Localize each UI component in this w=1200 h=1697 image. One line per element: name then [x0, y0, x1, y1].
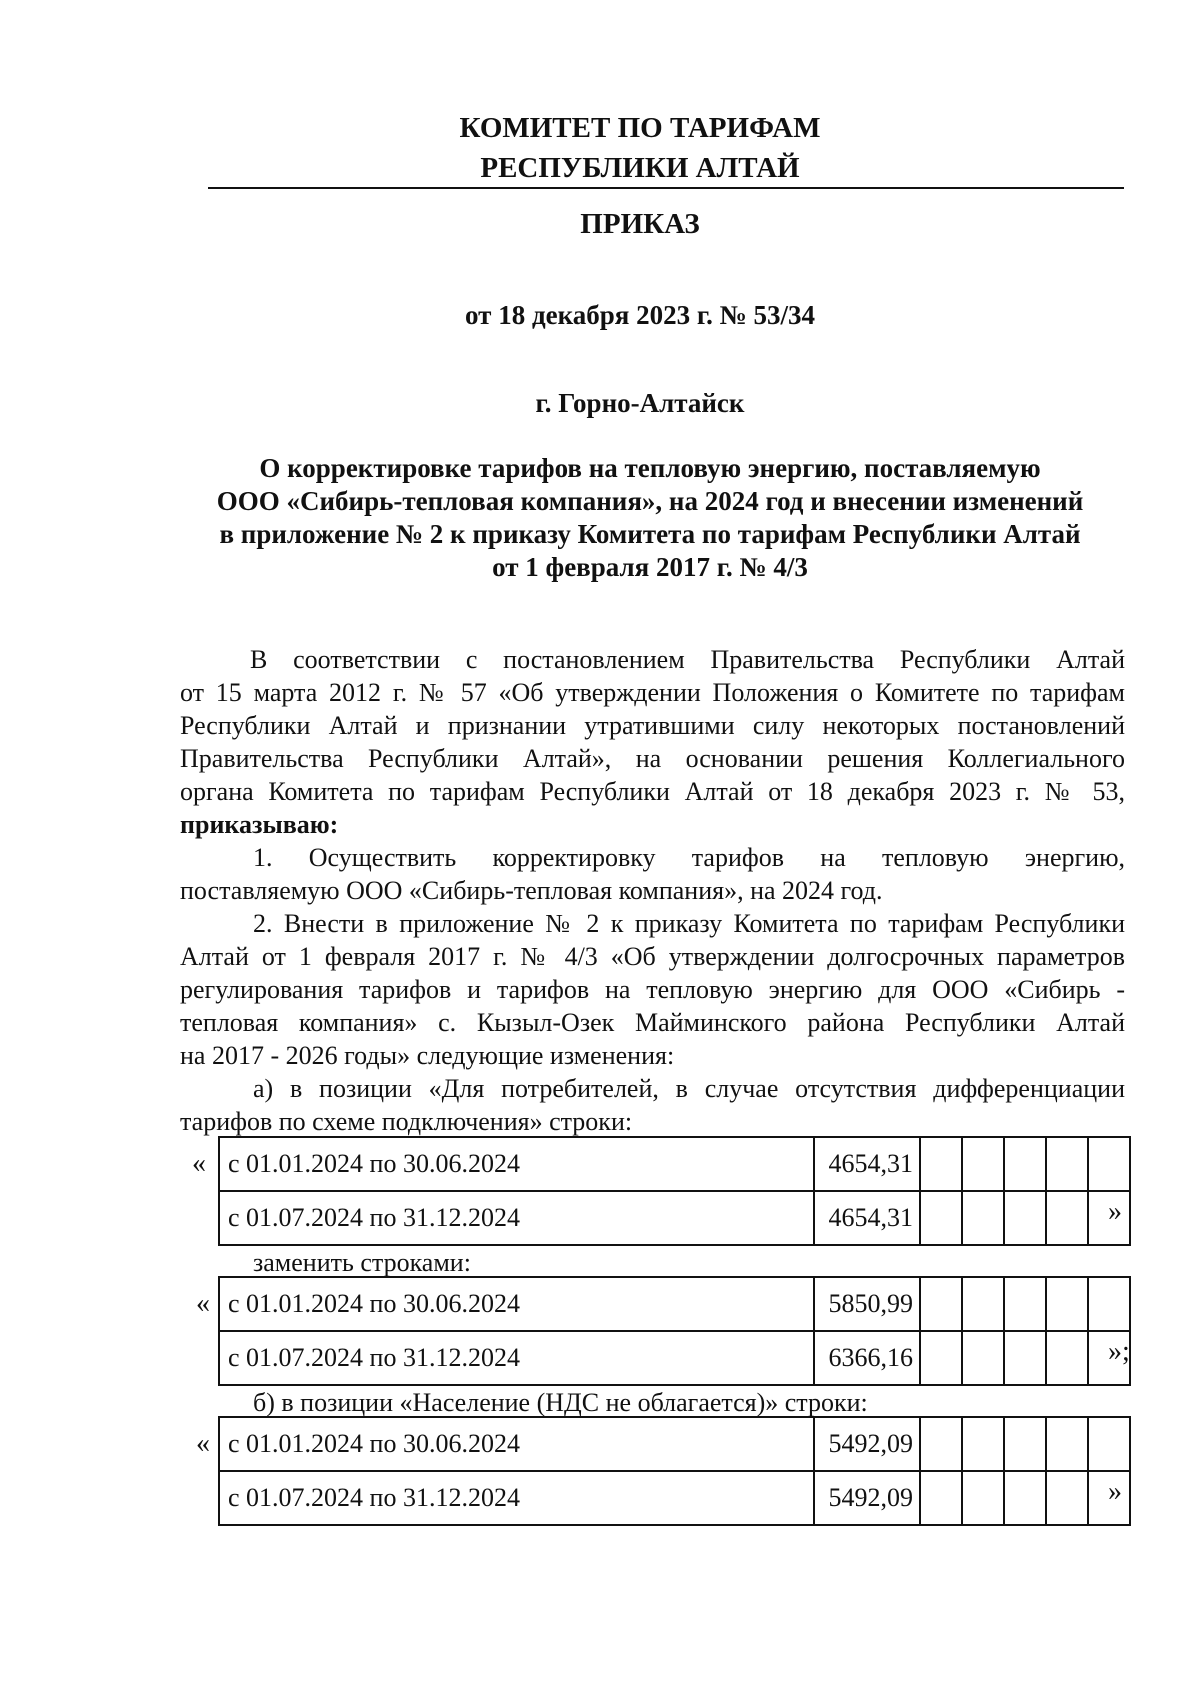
period-cell: с 01.07.2024 по 31.12.2024 — [219, 1191, 814, 1245]
table-row — [219, 1137, 1130, 1191]
body-line: заменить строками: — [253, 1248, 471, 1277]
empty-cell — [1004, 1331, 1046, 1385]
table-row — [219, 1417, 1130, 1471]
body-line: Республики Алтай и признании утратившими силу некоторых постановлений — [180, 711, 1125, 740]
empty-cell — [1088, 1277, 1130, 1331]
empty-cell — [920, 1331, 962, 1385]
body-line: Правительства Республики Алтай», на основании решения Коллегиального — [180, 744, 1125, 773]
empty-cell — [1004, 1417, 1046, 1471]
body-line: б) в позиции «Население (НДС не облагается)» строки: — [253, 1388, 868, 1417]
body-line: тарифов по схеме подключения» строки: — [180, 1107, 633, 1136]
subject-line: в приложение № 2 к приказу Комитета по тарифам Республики Алтай — [219, 519, 1081, 549]
open-quote: « — [196, 1288, 210, 1319]
table-row — [219, 1331, 1130, 1385]
close-quote: » — [1108, 1476, 1122, 1507]
empty-cell — [962, 1331, 1004, 1385]
body-line: а) в позиции «Для потребителей, в случае отсутствия дифференциации — [253, 1074, 1125, 1103]
body-line: тепловая компания» с. Кызыл-Озек Майминского района Республики Алтай — [180, 1008, 1125, 1037]
empty-cell — [962, 1137, 1004, 1191]
empty-cell — [1046, 1277, 1088, 1331]
issuer-line-2: РЕСПУБЛИКИ АЛТАЙ — [480, 152, 800, 184]
tariff-value-cell: 4654,31 — [814, 1137, 920, 1191]
empty-cell — [962, 1191, 1004, 1245]
body-line: органа Комитета по тарифам Республики Алтай от 18 декабря 2023 г. № 53, — [180, 777, 1125, 806]
empty-cell — [1046, 1191, 1088, 1245]
document-city: г. Горно-Алтайск — [535, 388, 745, 418]
document-subject — [160, 452, 1140, 584]
empty-cell — [920, 1417, 962, 1471]
open-quote: « — [192, 1148, 206, 1179]
body-line: 1. Осуществить корректировку тарифов на тепловую энергию, — [253, 843, 1125, 872]
period-cell: с 01.01.2024 по 30.06.2024 — [219, 1277, 814, 1331]
empty-cell — [962, 1417, 1004, 1471]
close-quote-semicolon: »; — [1108, 1336, 1130, 1367]
tariff-value-cell: 5492,09 — [814, 1417, 920, 1471]
period-cell: с 01.07.2024 по 31.12.2024 — [219, 1471, 814, 1525]
empty-cell — [920, 1471, 962, 1525]
body-line: Алтай от 1 февраля 2017 г. № 4/3 «Об утверждении долгосрочных параметров — [180, 942, 1125, 971]
empty-cell — [1046, 1417, 1088, 1471]
document-type: ПРИКАЗ — [580, 208, 700, 240]
period-cell: с 01.07.2024 по 31.12.2024 — [219, 1331, 814, 1385]
tariff-value-cell: 4654,31 — [814, 1191, 920, 1245]
subject-line: О корректировке тарифов на тепловую энергию, поставляемую — [259, 453, 1041, 483]
body-line: регулирования тарифов и тарифов на тепловую энергию для ООО «Сибирь - — [180, 975, 1125, 1004]
tariff-value-cell: 5850,99 — [814, 1277, 920, 1331]
body-line: 2. Внести в приложение № 2 к приказу Комитета по тарифам Республики — [253, 909, 1125, 938]
empty-cell — [1004, 1277, 1046, 1331]
body-line: от 15 марта 2012 г. № 57 «Об утверждении Положения о Комитете по тарифам — [180, 678, 1125, 707]
tariff-value-cell: 5492,09 — [814, 1471, 920, 1525]
empty-cell — [1046, 1137, 1088, 1191]
tariff-table-new-consumers — [218, 1276, 1131, 1386]
empty-cell — [1046, 1331, 1088, 1385]
body-line: на 2017 - 2026 годы» следующие изменения: — [180, 1041, 675, 1070]
body-line: поставляемую ООО «Сибирь-тепловая компания», на 2024 год. — [180, 876, 883, 905]
empty-cell — [1088, 1137, 1130, 1191]
empty-cell — [920, 1277, 962, 1331]
document-date-number: от 18 декабря 2023 г. № 53/34 — [465, 300, 815, 330]
close-quote: » — [1108, 1196, 1122, 1227]
table-row — [219, 1191, 1130, 1245]
open-quote: « — [196, 1428, 210, 1459]
tariff-table-old-consumers — [218, 1136, 1131, 1246]
subject-line: от 1 февраля 2017 г. № 4/3 — [492, 552, 808, 582]
issuer-line-1: КОМИТЕТ ПО ТАРИФАМ — [459, 112, 821, 144]
empty-cell — [1004, 1471, 1046, 1525]
empty-cell — [1004, 1191, 1046, 1245]
tariff-value-cell: 6366,16 — [814, 1331, 920, 1385]
empty-cell — [1088, 1417, 1130, 1471]
period-cell: с 01.01.2024 по 30.06.2024 — [219, 1417, 814, 1471]
table-row — [219, 1471, 1130, 1525]
empty-cell — [962, 1471, 1004, 1525]
order-word: приказываю: — [180, 810, 339, 839]
subject-line: ООО «Сибирь-тепловая компания», на 2024 год и внесении изменений — [216, 486, 1084, 516]
empty-cell — [920, 1191, 962, 1245]
body-line: В соответствии с постановлением Правительства Республики Алтай — [250, 645, 1125, 674]
empty-cell — [1046, 1471, 1088, 1525]
empty-cell — [962, 1277, 1004, 1331]
tariff-table-old-population — [218, 1416, 1131, 1526]
period-cell: с 01.01.2024 по 30.06.2024 — [219, 1137, 814, 1191]
header-divider — [208, 187, 1124, 189]
empty-cell — [1004, 1137, 1046, 1191]
issuer-block — [200, 108, 1080, 188]
empty-cell — [920, 1137, 962, 1191]
table-row — [219, 1277, 1130, 1331]
